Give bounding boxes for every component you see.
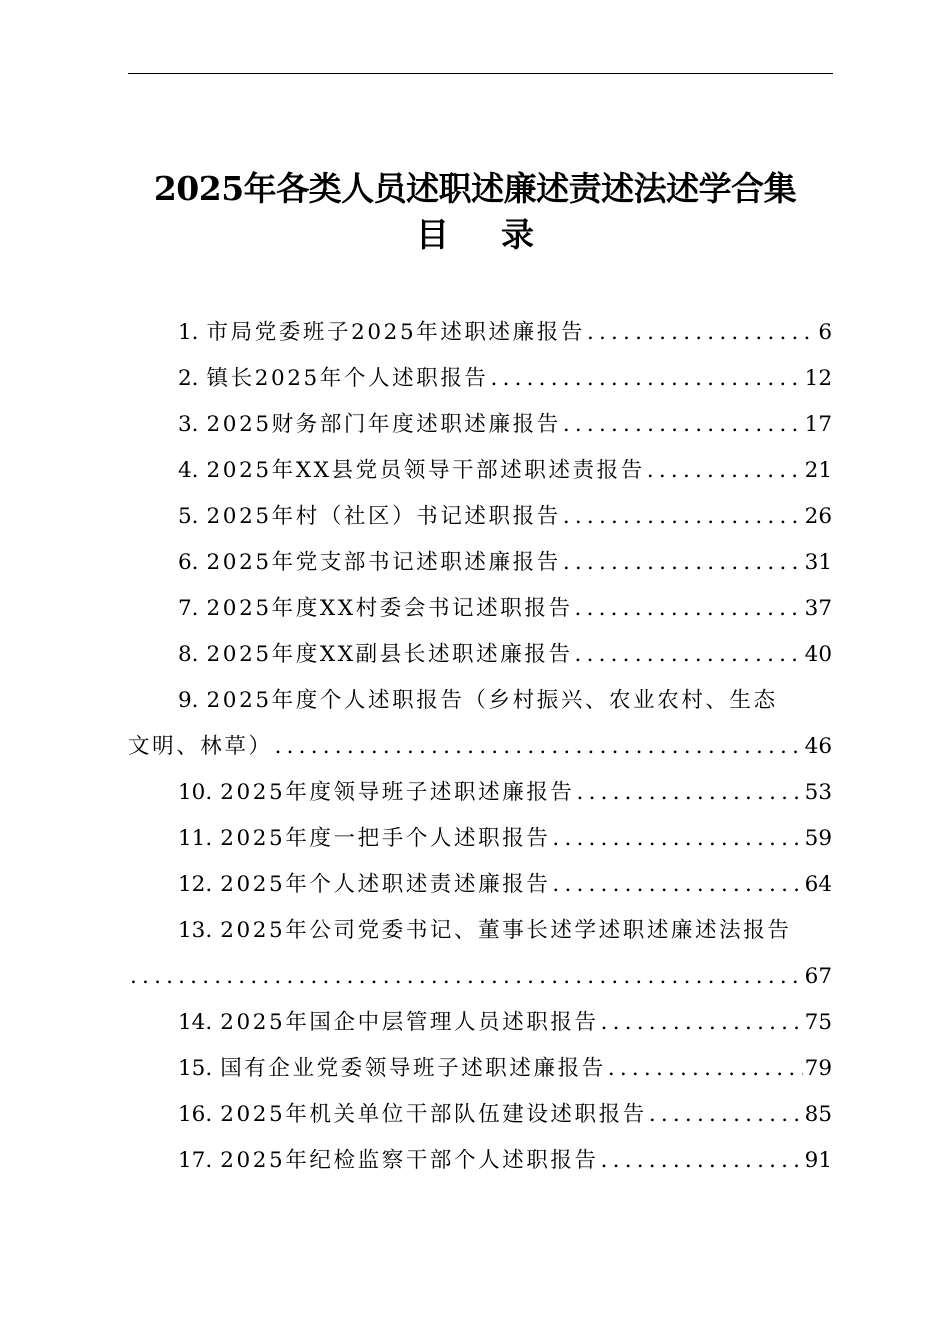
toc-entry-number: 7. xyxy=(178,596,199,621)
toc-entry-number: 9. xyxy=(178,688,199,713)
toc-entry-number: 3. xyxy=(178,412,199,437)
toc-entry-page: 59 xyxy=(804,826,832,851)
toc-dot-leader xyxy=(608,1046,803,1092)
toc-entry-14[interactable] xyxy=(128,1000,832,1046)
toc-entry-1[interactable] xyxy=(128,310,832,356)
toc-entry-page: 26 xyxy=(804,504,832,529)
toc-entry-page: 53 xyxy=(804,780,832,805)
toc-entry-title[interactable]: 2025财务部门年度述职述廉报告 xyxy=(206,412,561,437)
toc-entry-title[interactable]: 2025年村（社区）书记述职报告 xyxy=(206,504,561,529)
toc-entry-title[interactable]: 镇长2025年个人述职报告 xyxy=(206,366,489,391)
toc-entry-5[interactable] xyxy=(128,494,832,540)
toc-entry-16[interactable] xyxy=(128,1092,832,1138)
toc-entry-title[interactable]: 2025年度XX副县长述职述廉报告 xyxy=(206,642,573,667)
toc-dot-leader xyxy=(563,494,803,540)
toc-entry-title-continued[interactable]: 文明、林草） xyxy=(128,734,273,759)
toc-entry-title[interactable]: 2025年公司党委书记、董事长述学述职述廉述法报告 xyxy=(220,918,792,943)
toc-entry-number: 12. xyxy=(178,872,213,897)
toc-entry-13-line-1[interactable] xyxy=(128,908,832,954)
toc-heading-char-1: 目 xyxy=(416,215,449,254)
toc-entry-title[interactable]: 国有企业党委领导班子述职述廉报告 xyxy=(220,1056,606,1081)
table-of-contents xyxy=(128,310,832,1184)
toc-entry-page: 91 xyxy=(804,1148,832,1173)
toc-entry-3[interactable] xyxy=(128,402,832,448)
toc-heading-char-2: 录 xyxy=(501,215,534,254)
toc-entry-9-line-1[interactable] xyxy=(128,678,832,724)
toc-dot-leader xyxy=(601,1000,803,1046)
toc-dot-leader xyxy=(552,862,802,908)
toc-dot-leader xyxy=(552,816,802,862)
toc-entry-11[interactable] xyxy=(128,816,832,862)
toc-entry-number: 14. xyxy=(178,1010,213,1035)
toc-entry-number: 15. xyxy=(178,1056,213,1081)
toc-entry-6[interactable] xyxy=(128,540,832,586)
toc-entry-number: 11. xyxy=(178,826,213,851)
toc-entry-page: 46 xyxy=(804,734,832,759)
toc-dot-leader xyxy=(601,1138,803,1184)
toc-entry-title[interactable]: 2025年度一把手个人述职报告 xyxy=(220,826,551,851)
toc-dot-leader xyxy=(647,448,803,494)
toc-entry-2[interactable] xyxy=(128,356,832,402)
toc-entry-number: 6. xyxy=(178,550,199,575)
toc-entry-7[interactable] xyxy=(128,586,832,632)
toc-entry-page: 67 xyxy=(804,964,832,989)
toc-entry-title[interactable]: 2025年XX县党员领导干部述职述责报告 xyxy=(206,458,645,483)
toc-entry-title[interactable]: 2025年度XX村委会书记述职报告 xyxy=(206,596,573,621)
toc-entry-page: 79 xyxy=(804,1056,832,1081)
toc-dot-leader xyxy=(575,586,803,632)
toc-entry-page: 75 xyxy=(804,1010,832,1035)
toc-entry-12[interactable] xyxy=(128,862,832,908)
toc-entry-8[interactable] xyxy=(128,632,832,678)
toc-dot-leader xyxy=(587,310,816,356)
toc-entry-page: 37 xyxy=(804,596,832,621)
toc-entry-title[interactable]: 2025年度个人述职报告（乡村振兴、农业农村、生态 xyxy=(206,688,778,713)
toc-entry-4[interactable] xyxy=(128,448,832,494)
toc-heading xyxy=(0,212,950,258)
toc-entry-10[interactable] xyxy=(128,770,832,816)
toc-entry-number: 8. xyxy=(178,642,199,667)
toc-entry-page: 12 xyxy=(804,366,832,391)
toc-entry-title[interactable]: 2025年机关单位干部队伍建设述职报告 xyxy=(220,1102,647,1127)
toc-entry-number: 13. xyxy=(178,918,213,943)
toc-entry-title[interactable]: 2025年国企中层管理人员述职报告 xyxy=(220,1010,599,1035)
toc-dot-leader xyxy=(491,356,803,402)
toc-entry-number: 1. xyxy=(178,320,199,345)
toc-dot-leader xyxy=(563,402,803,448)
toc-entry-number: 4. xyxy=(178,458,199,483)
toc-dot-leader xyxy=(575,632,803,678)
toc-dot-leader xyxy=(130,954,803,1000)
toc-entry-17[interactable] xyxy=(128,1138,832,1184)
toc-entry-page: 21 xyxy=(804,458,832,483)
toc-entry-title[interactable]: 2025年党支部书记述职述廉报告 xyxy=(206,550,561,575)
toc-entry-title[interactable]: 市局党委班子2025年述职述廉报告 xyxy=(206,320,585,345)
toc-entry-page: 85 xyxy=(804,1102,832,1127)
toc-dot-leader xyxy=(577,770,803,816)
header-rule xyxy=(128,73,833,74)
toc-entry-page: 6 xyxy=(818,320,832,345)
toc-entry-number: 16. xyxy=(178,1102,213,1127)
toc-entry-number: 2. xyxy=(178,366,199,391)
toc-dot-leader xyxy=(275,724,803,770)
toc-dot-leader xyxy=(563,540,803,586)
toc-entry-page: 17 xyxy=(804,412,832,437)
toc-entry-title[interactable]: 2025年个人述职述责述廉报告 xyxy=(220,872,551,897)
toc-entry-13-line-2[interactable] xyxy=(128,954,832,1000)
toc-entry-9-line-2[interactable] xyxy=(128,724,832,770)
toc-entry-page: 64 xyxy=(804,872,832,897)
toc-entry-title[interactable]: 2025年纪检监察干部个人述职报告 xyxy=(220,1148,599,1173)
toc-entry-number: 10. xyxy=(178,780,213,805)
toc-entry-number: 5. xyxy=(178,504,199,529)
toc-entry-15[interactable] xyxy=(128,1046,832,1092)
toc-dot-leader xyxy=(649,1092,803,1138)
toc-entry-title[interactable]: 2025年度领导班子述职述廉报告 xyxy=(220,780,575,805)
toc-entry-page: 40 xyxy=(804,642,832,667)
toc-entry-number: 17. xyxy=(178,1148,213,1173)
document-title: 2025年各类人员述职述廉述责述法述学合集 xyxy=(153,169,797,208)
toc-entry-page: 31 xyxy=(804,550,832,575)
